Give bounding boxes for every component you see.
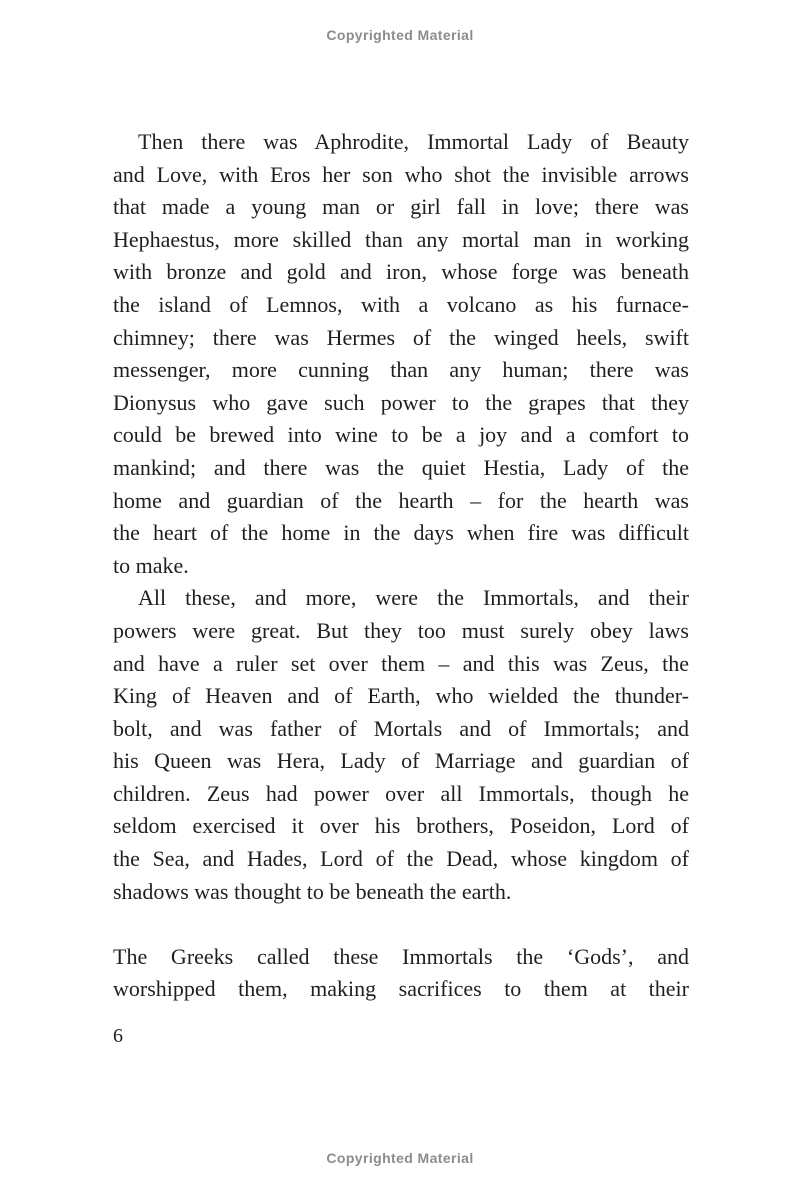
text-line: chimney; there was Hermes of the winged heels, swift [113,324,689,350]
paragraph [113,582,689,908]
text-line: the heart of the home in the days when fire was difficult [113,520,689,546]
text-line: Hephaestus, more skilled than any mortal man in working [113,226,689,252]
copyright-watermark-bottom: Copyrighted Material [326,1150,474,1166]
text-line: the Sea, and Hades, Lord of the Dead, whose kingdom of [113,846,689,872]
text-line: bolt, and was father of Mortals and of Immortals; and [113,715,689,741]
paragraph [113,126,689,582]
text-line: to make. [113,552,189,578]
text-line: that made a young man or girl fall in love; there was [113,194,689,220]
text-line: mankind; and there was the quiet Hestia, Lady of the [113,454,689,480]
text-line: and Love, with Eros her son who shot the invisible arrows [113,161,689,187]
text-line: messenger, more cunning than any human; there was [113,357,689,383]
text-line: worshipped them, making sacrifices to them at their [113,976,689,1002]
text-line: and have a ruler set over them – and this was Zeus, the [113,650,689,676]
text-line: The Greeks called these Immortals the ‘Gods’, and [113,943,689,969]
text-line: children. Zeus had power over all Immortals, though he [113,780,689,806]
text-line: Dionysus who gave such power to the grapes that they [113,389,689,415]
text-line: King of Heaven and of Earth, who wielded the thunder- [113,683,689,709]
text-line: the island of Lemnos, with a volcano as his furnace- [113,291,689,317]
text-line: seldom exercised it over his brothers, Poseidon, Lord of [113,813,689,839]
text-line: could be brewed into wine to be a joy and a comfort to [113,422,689,448]
text-line: Then there was Aphrodite, Immortal Lady of Beauty [138,129,689,154]
text-line: powers were great. But they too must surely obey laws [113,617,689,643]
text-line: with bronze and gold and iron, whose forge was beneath [113,259,689,285]
paragraph [113,941,689,1006]
page-text-block [113,126,689,1006]
text-line: home and guardian of the hearth – for the hearth was [113,487,689,513]
text-line: All these, and more, were the Immortals, and their [138,585,689,611]
copyright-watermark-top: Copyrighted Material [326,27,474,43]
text-line: his Queen was Hera, Lady of Marriage and guardian of [113,748,689,774]
page-number: 6 [113,1025,123,1047]
text-line: shadows was thought to be beneath the earth. [113,878,512,904]
